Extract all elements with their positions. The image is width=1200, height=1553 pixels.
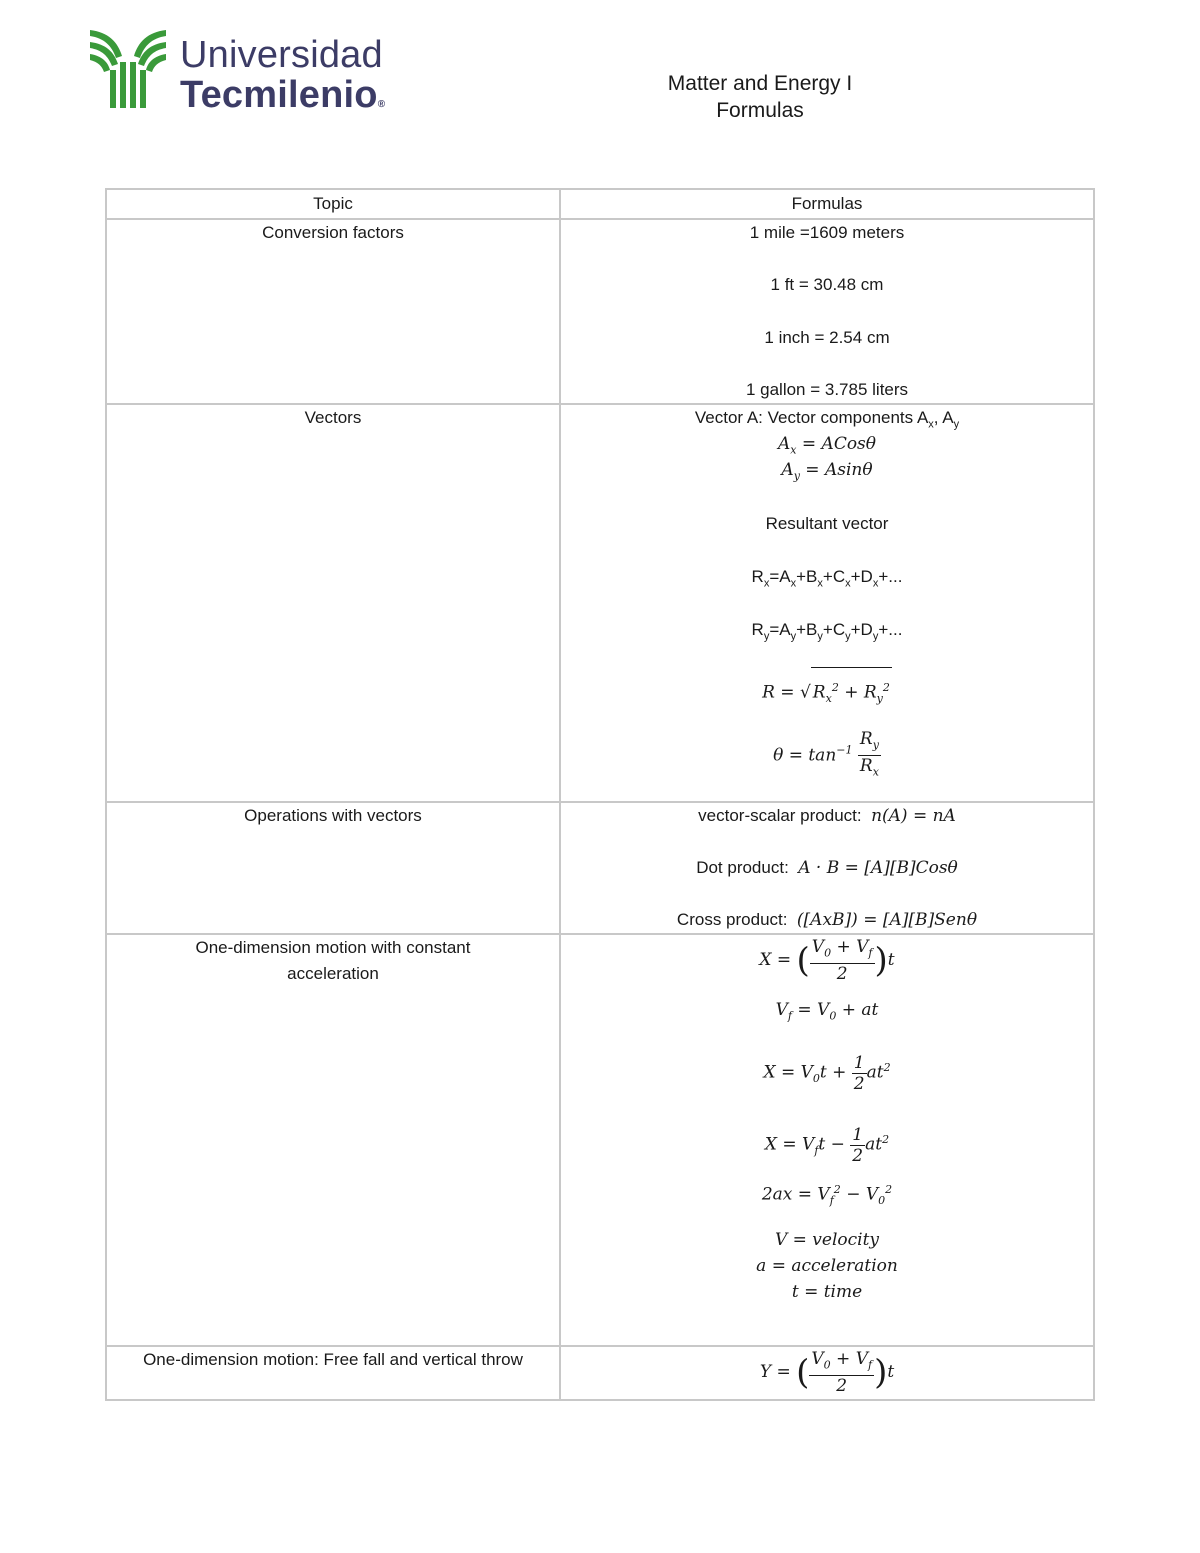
- formula-ay: $A_y = Asin\theta$: [781, 460, 873, 483]
- table-header-row: [106, 189, 1094, 219]
- formula-mile: 1 mile =1609 meters: [749, 223, 905, 242]
- formula-cross-product: Cross product: ([AxB]) = [A][B]Senθ: [676, 910, 978, 930]
- logo-line2: Tecmilenio®: [180, 74, 386, 116]
- topic-cell: One-dimension motion: Free fall and vertical throw: [106, 1346, 560, 1400]
- formula-ry: $R_y=A_y+B_y+C_y+D_y+$...: [751, 620, 903, 643]
- logo-line1: Universidad: [180, 34, 383, 76]
- document-title: [620, 70, 900, 124]
- table-row: [106, 802, 1094, 934]
- table-row: [106, 219, 1094, 404]
- resultant-label: Resultant vector: [765, 514, 889, 533]
- table-row: [106, 934, 1094, 1346]
- formula-gallon: 1 gallon = 3.785 liters: [745, 380, 909, 399]
- formula-magnitude: R = √ $R_x^2 + R_y^2$: [561, 667, 1093, 707]
- formula-cell: [560, 219, 1094, 404]
- definition-time: t = time: [791, 1282, 863, 1302]
- topic-cell: Operations with vectors: [106, 802, 560, 934]
- formula-y-average: Y = ( $\frac{V_0 + V_f}{2}$ )t: [759, 1348, 895, 1397]
- table-row: [106, 404, 1094, 802]
- logo-mark-icon: [88, 26, 168, 110]
- formula-rx: $R_x=A_x+B_x+C_x+D_x+$...: [751, 567, 903, 590]
- formula-angle: $\theta = \tan^{-1}$ $\frac{R_y}{R_x}$: [773, 729, 879, 779]
- university-logo: [88, 26, 408, 116]
- topic-cell: Vectors: [106, 404, 560, 802]
- formula-2ax: $2ax = V_f^2 - V_0^2$: [761, 1183, 893, 1208]
- topic-cell: Conversion factors: [106, 219, 560, 404]
- formula-cell: [560, 1346, 1094, 1400]
- formulas-table: [105, 188, 1095, 1401]
- formula-x-vf: $X = V_ft$ − $\frac{1}{2}$ $at^2$: [764, 1124, 890, 1166]
- formula-inch: 1 inch = 2.54 cm: [764, 328, 890, 347]
- topic-cell: One-dimension motion with constant acceleration: [106, 934, 560, 1346]
- formula-ft: 1 ft = 30.48 cm: [770, 275, 884, 294]
- formula-cell: [560, 404, 1094, 802]
- formula-cell: [560, 934, 1094, 1346]
- title-line2: Formulas: [716, 99, 804, 122]
- header-topic: Topic: [106, 189, 560, 219]
- formula-scalar-product: vector-scalar product: n(A) = nA: [698, 806, 956, 826]
- table-row: [106, 1346, 1094, 1400]
- header-formulas: Formulas: [560, 189, 1094, 219]
- formula-x-average: X = ( $\frac{V_0 + V_f}{2}$ )t: [759, 936, 895, 985]
- formula-ax: $A_x$ = ACosθ: [777, 434, 877, 457]
- formula-vf: $V_f = V_0$ + at: [775, 1000, 879, 1023]
- definition-velocity: V = velocity: [774, 1230, 880, 1250]
- definition-acceleration: a = acceleration: [756, 1256, 898, 1276]
- formula-dot-product: Dot product: A · B = [A][B]Cosθ: [696, 858, 958, 878]
- formula-cell: [560, 802, 1094, 934]
- title-line1: Matter and Energy I: [667, 72, 853, 95]
- formula-x-v0: $X = V_0t$ + $\frac{1}{2}$ $at^2$: [763, 1052, 891, 1094]
- vector-components: Vector A: Vector components $A_x$, $A_y$: [694, 408, 960, 431]
